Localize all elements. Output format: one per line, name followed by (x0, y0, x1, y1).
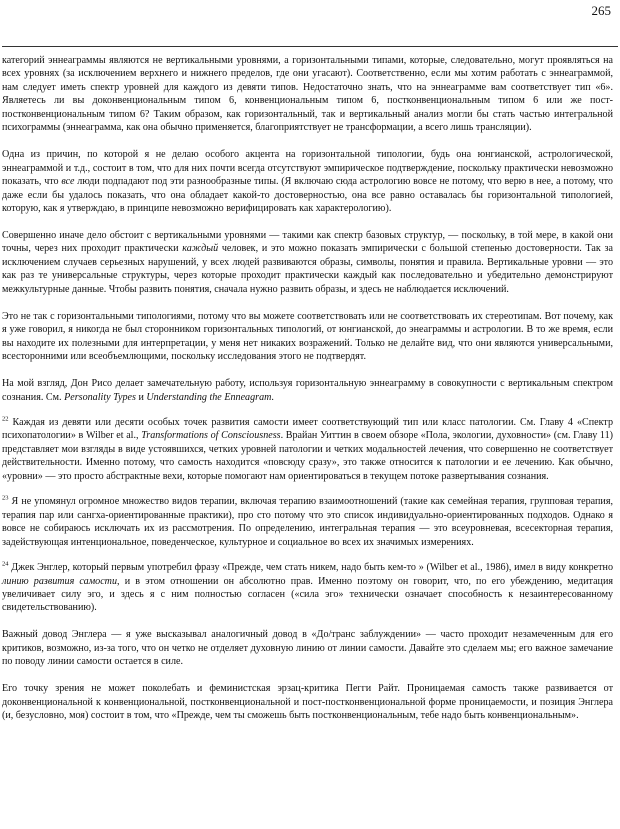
emphasis-text: Transformations of Consciousness (141, 430, 281, 442)
emphasis-text: все (61, 176, 75, 188)
text-run: люди подпадают под эти разнообразные типы. (Я включаю сюда астрологию вовсе не потому, что верю в нее, а потому, что даже если бы удалось показать, что она обладает какой-то достоверностью, она все равно оставалась бы горизонтальной типологией, которую, как я утверждаю, в принципе невозможно верифицировать как характерологию). (2, 176, 613, 215)
paragraph (2, 229, 613, 296)
text-run: Совершенно иначе дело обстоит с вертикальными уровнями — такими как спектр базовых структур, — поскольку, в той мере, в какой они точны, через них проходит практически (2, 229, 613, 255)
text-run: Это не так с горизонтальными типологиями, потому что вы можете соответствовать или не соответствовать их стереотипам. Вот почему, как я уже говорил, я никогда не был сторонником горизонтальных типологий, от юнгианской, до энеаграммы и астрологии. В то же время, если вы находите их полезными для интерпретации, у меня нет никаких возражений. Только не делайте вид, что они являются универсальными, всесторонними или всеобъемлющими, поскольку исследования этого не подтвердят. (2, 310, 613, 363)
footnote-22 (2, 416, 613, 483)
paragraph (2, 628, 613, 668)
emphasis-text: Personality Types (64, 391, 136, 403)
emphasis-text: линию развития самости (2, 575, 118, 587)
text-run: Я не упомянул огромное множество видов терапии, включая терапию взаимоотношений (такие как семейная терапия, групповая терапия, терапия пар или сангха-ориентированные практики), про сто потому что это список индивидуально-ориентированных подходов. Однако я вовсе не собираюсь исключать их из рассмотрения. По определению, интегральная терапия — это всеуровневая, всесекторная терапия, задействующая интенциональное, поведенческое, культурное и социальное во всех их значимых измерениях. (2, 496, 613, 548)
page-body (2, 54, 613, 736)
header-rule (2, 46, 618, 47)
text-run: и (135, 391, 147, 403)
emphasis-text: каждый (182, 243, 219, 255)
text-run: . (271, 391, 274, 403)
text-run: . Врайан Уиттин в своем обзоре «Пола, экологии, духовности» (см. Главу 11) представляет мои взгляды в виде устоявшихся, четких уровней патологии и четких модальностей лечения, что совершенно не соответствует действительности. Именно потому, что самость находится «повсюду сразу», это также относится к патологии и ее лечению. Как обычно, «уровни» — это просто абстрактные вехи, которые помогают нам ориентироваться в текущем потоке развертывания сознания. (2, 430, 613, 482)
text-run: , и в этом отношении он абсолютно прав. Именно поэтому он говорит, что, по его убеждению, медитация увеличивает силу эго, и здесь я с ним полностью согласен («сила эго» технически означает способность к незаинтересованному свидетельствованию). (2, 575, 613, 614)
footnote-number: 23 (2, 494, 9, 502)
paragraph (2, 377, 613, 404)
footnote-23 (2, 495, 613, 549)
emphasis-text: Understanding the Enneagram (146, 391, 272, 403)
footnote-number: 24 (2, 560, 9, 568)
paragraph (2, 310, 613, 364)
text-run: Важный довод Энглера — я уже высказывал аналогичный довод в «До/транс заблуждении» — часто проходит незамеченным для его критиков, возможно, из-за того, что он четко не отделяет духовную линию от линии самости. Давайте это сделаем мы; его важное замечание по поводу линии самости остается в силе. (2, 629, 613, 668)
text-run: человек, и это можно показать эмпирически с большой степенью достоверности. Так за исключением случаев серьезных нарушений, у всех людей развиваются образы, символы, понятия и правила. Вертикальные уровни — это как раз те универсальные структуры, через которые проходит практически каждый как последовательно и убедительно демонстрируют межкультурные данные. Чтобы развить понятия, сначала нужно развить образы, и здесь не наблюдается исключений. (2, 243, 613, 295)
text-run: Каждая из девяти или десяти особых точек развития самости имеет соответствующий тип или класс патологии. См. Главу 4 «Спектр психопатологии» в Wilber et al., (2, 416, 613, 442)
footnote-number: 22 (2, 415, 9, 423)
page-number: 265 (591, 3, 611, 18)
footnote-24 (2, 561, 613, 615)
paragraph (2, 682, 613, 722)
text-run: Его точку зрения не может поколебать и феминистская эрзац-критика Пегги Райт. Проницаемая самость также развивается от доконвенциональной к конвенциональной, постконвенциональной и пост-постконвенциональной форме проницаемости, и позиция Энглера (и, безусловно, моя) состоит в том, что «Прежде, чем ты сможешь быть постконвенциональным, тебе надо быть конвенциональным». (2, 683, 613, 722)
paragraph (2, 148, 613, 215)
text-run: Одна из причин, по которой я не делаю особого акцента на горизонтальной типологии, будь она юнгианской, астрологической, эннеаграммой и т.д., состоит в том, что для них почти всегда отсутствуют эмпирическое подтверждение, поскольку практически невозможно показать, что (2, 149, 613, 188)
text-run: категорий эннеаграммы являются не вертикальными уровнями, а горизонтальными типами, которые, следовательно, могут проявляться на всех уровнях (за исключением верхнего и нижнего пределов, где они угасают). Соответственно, если мы хотим работать с эннеаграммой, нам следует иметь спектр уровней для каждого из девяти типов. Недостаточно знать, что на эннеаграмме вам соответствует тип «6». Являетесь ли вы доконвенциональным типом 6, конвенциональным типом 6, постконвенциональным типом 6 или же пост-постконвенциональным типом 6? Таким образом, как горизонтальный, так и вертикальный анализ могли бы стать частью интегральной психограммы (эннеаграмма, как она обычно применяется, благоприятствует не трансформации, а всего лишь трансляции). (2, 55, 613, 134)
paragraph (2, 54, 613, 135)
text-run: Джек Энглер, который первым употребил фразу «Прежде, чем стать никем, надо быть кем-то » (Wilber et al., 1986), имел в виду конкретно (8, 562, 613, 574)
text-run: На мой взгляд, Дон Рисо делает замечательную работу, используя горизонтальную эннеаграмму в совокупности с вертикальным спектром сознания. См. (2, 378, 613, 403)
